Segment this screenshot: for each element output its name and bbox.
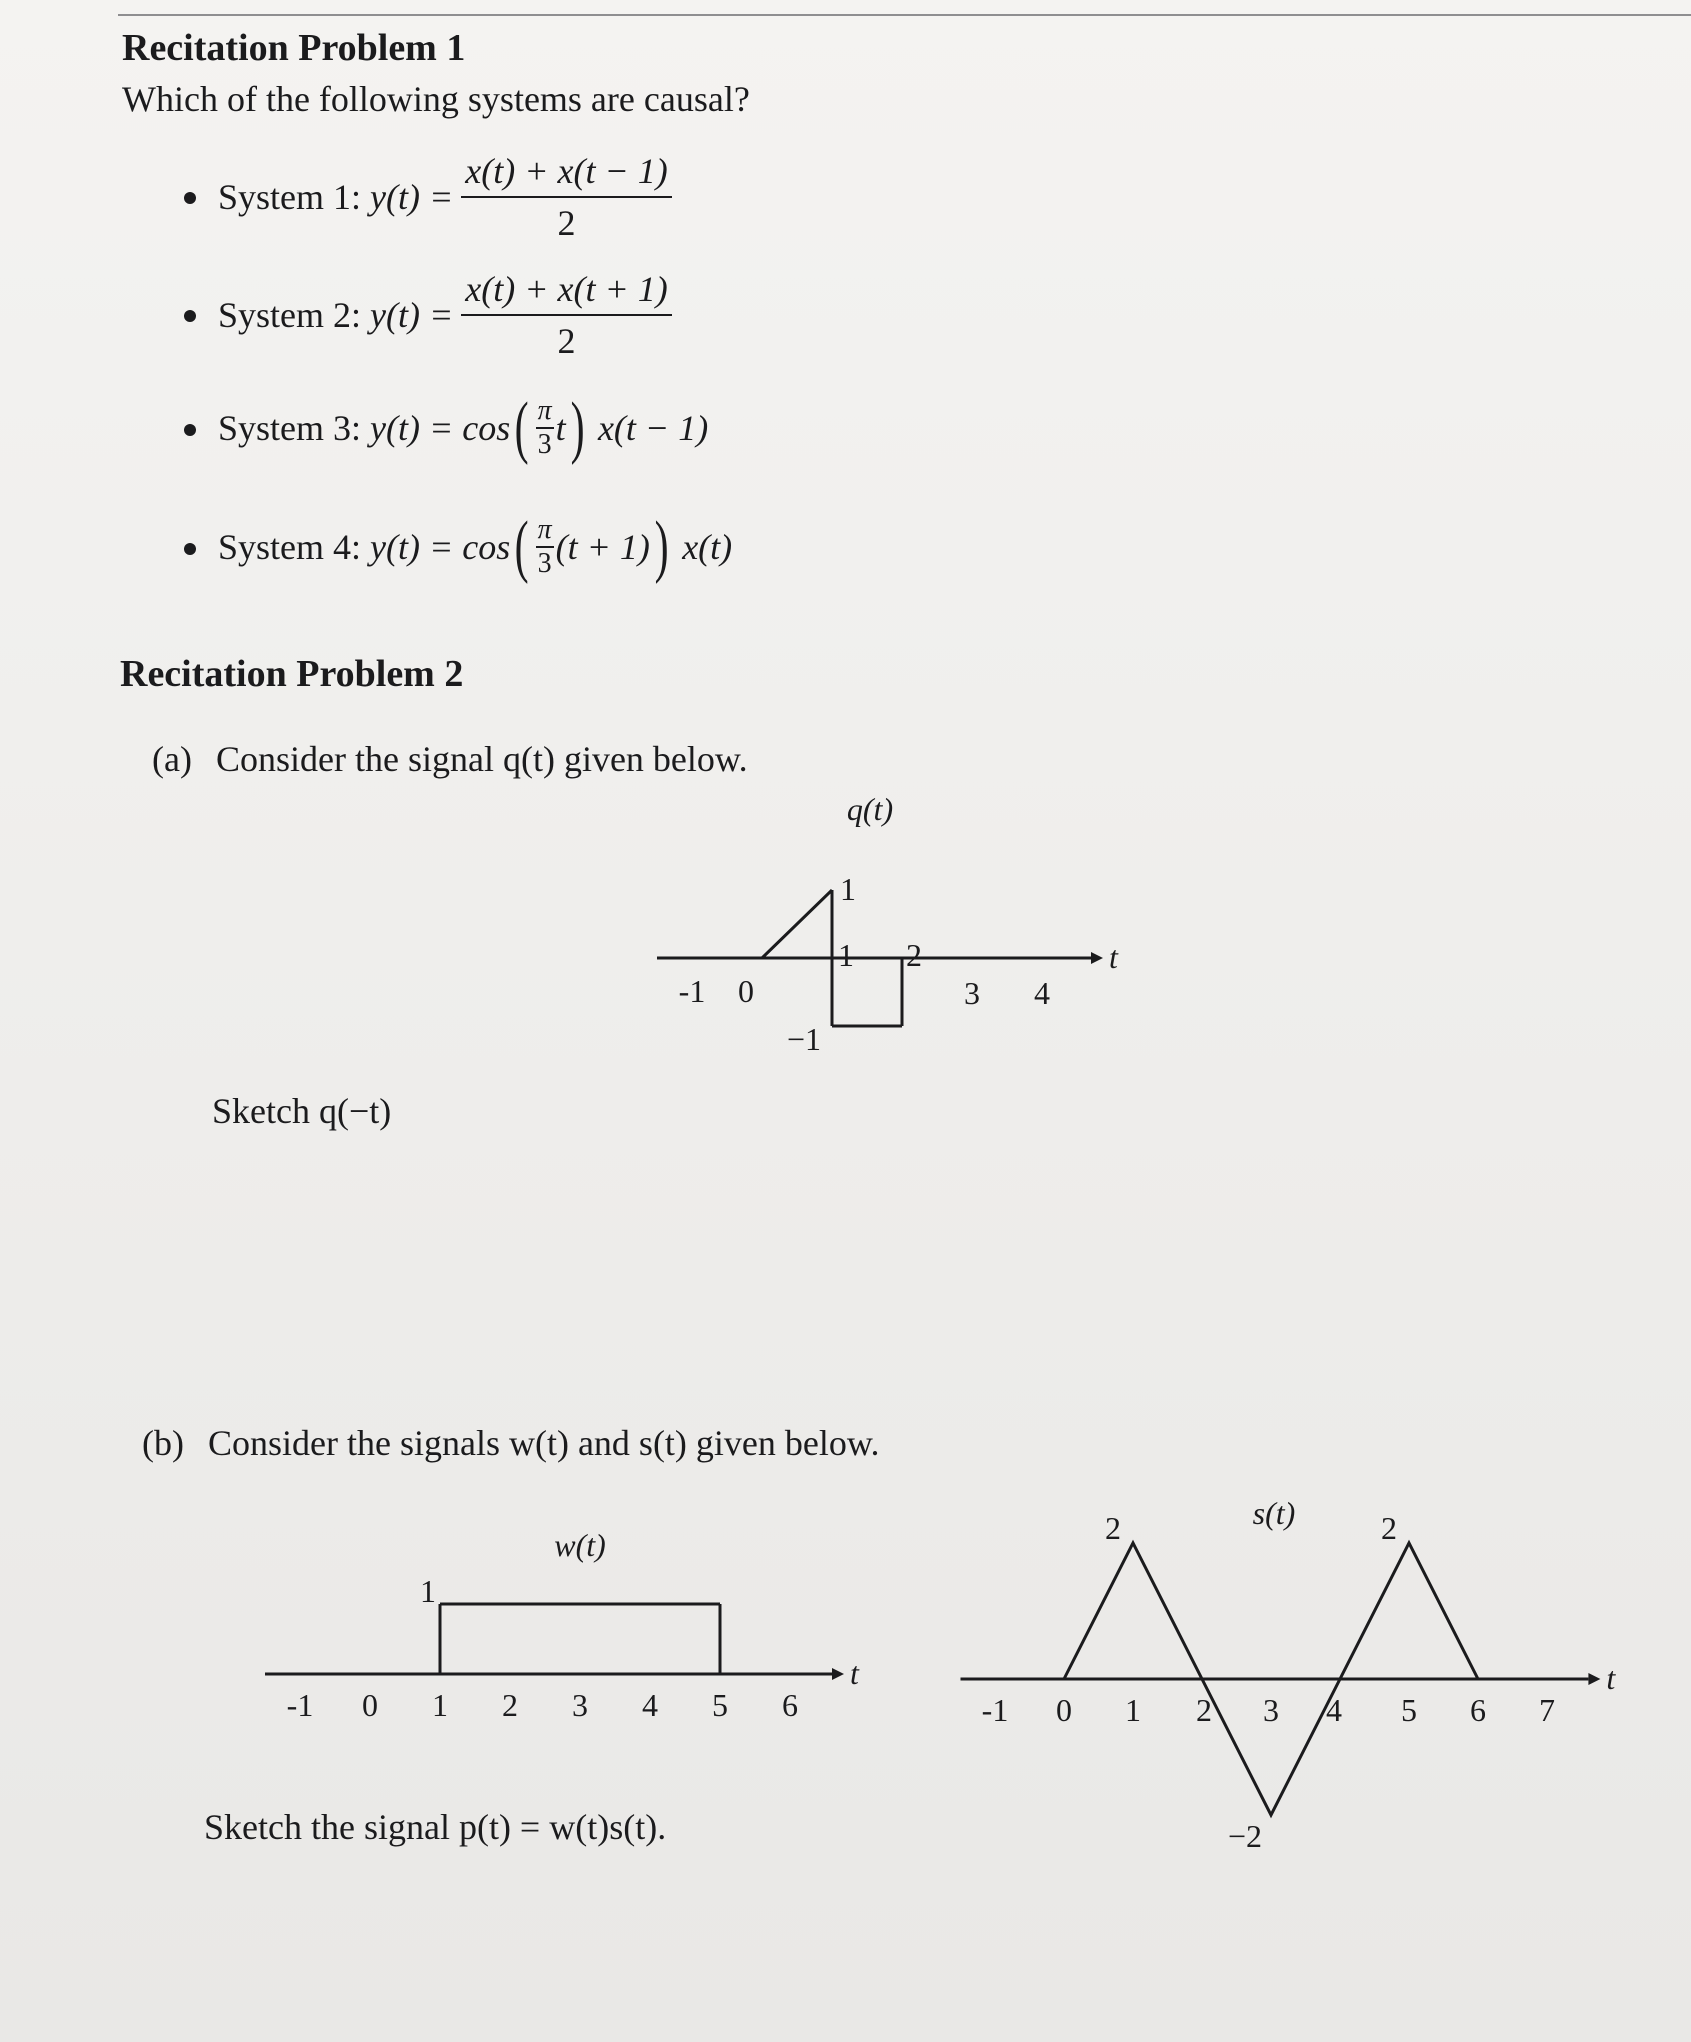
x-tick-label: 1 — [1125, 1692, 1141, 1728]
part-a-text: Consider the signal q(t) given below. — [216, 739, 748, 779]
x-tick-label: 1 — [838, 937, 854, 973]
x-tick-label: 3 — [1263, 1692, 1279, 1728]
x-tick-label: 1 — [432, 1687, 448, 1723]
x-tick-label: 5 — [1401, 1692, 1417, 1728]
problem1-question: Which of the following systems are causal? — [122, 79, 750, 119]
x-tick-label: 5 — [712, 1687, 728, 1723]
x-tick-label: -1 — [678, 973, 706, 1009]
trough-label: −2 — [1227, 1818, 1263, 1854]
bullet — [184, 192, 196, 204]
bullet — [184, 310, 196, 322]
problem2-title: Recitation Problem 2 — [120, 653, 464, 695]
x-tick-label: 4 — [1326, 1692, 1342, 1728]
system-1-equation: System 1: y(t) = $\frac{x(t) + x(t - 1)}{2}$ — [218, 150, 680, 244]
part-b-text: Consider the signals w(t) and s(t) given below. — [208, 1423, 880, 1463]
x-tick-label: -1 — [981, 1692, 1009, 1728]
w-signal-chart — [240, 1500, 880, 1740]
x-tick-label: 0 — [1056, 1692, 1072, 1728]
system-1-fraction: $\frac{x(t) + x(t - 1)}{2}$ — [461, 150, 672, 244]
x-axis-arrow — [1588, 1673, 1600, 1685]
signal-segment — [762, 890, 832, 958]
x-tick-label: 2 — [1196, 1692, 1212, 1728]
x-tick-label: 0 — [362, 1687, 378, 1723]
x-axis-arrow — [832, 1668, 844, 1680]
x-tick-label: 6 — [1470, 1692, 1486, 1728]
part-a-label: (a) — [152, 739, 192, 779]
system-3-equation: System 3: y(t) = cos ( π 3 t ) x(t − 1) — [218, 389, 709, 466]
x-tick-label: 2 — [906, 937, 922, 973]
bullet — [184, 424, 196, 436]
x-tick-label: 0 — [738, 973, 754, 1009]
chart-title: s(t) — [1252, 1495, 1296, 1531]
x-tick-label: 6 — [782, 1687, 798, 1723]
peak-label: 2 — [1381, 1510, 1397, 1546]
system-2-fraction: $\frac{x(t) + x(t + 1)}{2}$ — [461, 268, 672, 362]
peak-label: 2 — [1105, 1510, 1121, 1546]
part-b-instruction: Sketch the signal p(t) = w(t)s(t). — [204, 1807, 667, 1847]
x-tick-label: 4 — [642, 1687, 658, 1723]
system-2-equation: System 2: y(t) = $\frac{x(t) + x(t + 1)}{2}$ — [218, 268, 680, 362]
y-tick-label: −1 — [786, 1021, 822, 1057]
x-axis-label: t — [850, 1655, 859, 1691]
chart-title: q(t) — [846, 791, 894, 827]
chart-title: w(t) — [554, 1527, 606, 1563]
system-4-equation: System 4: y(t) = cos ( π 3 (t + 1) ) x(t) — [218, 508, 733, 585]
x-tick-label: 3 — [572, 1687, 588, 1723]
bullet — [184, 543, 196, 555]
problem1-title: Recitation Problem 1 — [122, 27, 466, 69]
y-tick-label: 1 — [420, 1573, 436, 1609]
x-tick-label: -1 — [286, 1687, 314, 1723]
x-axis-label: t — [1606, 1660, 1616, 1696]
part-b-label: (b) — [142, 1423, 184, 1463]
page-top-rule — [118, 14, 1691, 16]
q-signal-chart — [600, 780, 1160, 1070]
x-tick-label: 2 — [502, 1687, 518, 1723]
x-axis-label: t — [1109, 939, 1118, 975]
x-axis-arrow — [1091, 952, 1103, 964]
x-tick-label: 4 — [1034, 975, 1050, 1011]
x-tick-label: 7 — [1539, 1692, 1555, 1728]
part-a-instruction: Sketch q(−t) — [212, 1091, 392, 1131]
s-signal-chart — [960, 1490, 1640, 1860]
x-tick-label: 3 — [964, 975, 980, 1011]
y-tick-label: 1 — [840, 871, 856, 907]
